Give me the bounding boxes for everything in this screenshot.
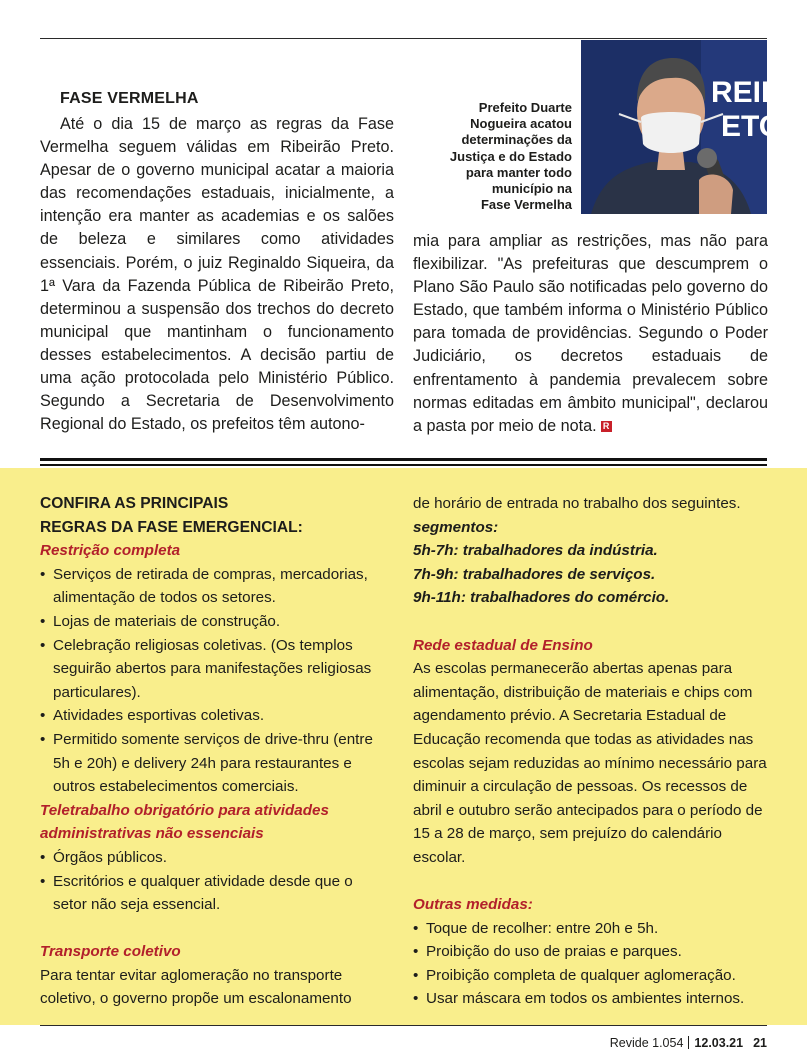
list-item-text: Órgãos públicos. [53,848,167,866]
list-item [413,917,773,941]
bullet-icon: • [413,943,419,961]
list-item-text: Proibição completa de qualquer aglomeração. [426,966,736,984]
caption-line: Nogueira acatou [470,116,572,132]
mayor-photo-illustration [581,40,805,214]
list-item-text: Permitido somente serviços de drive-thru (entre 5h e 20h) e delivery 24h para restaurantes e outros estabelecimentos comerciais. [53,730,373,796]
spacer [413,610,773,634]
bullet-icon: • [40,565,46,583]
bullet-icon: • [40,848,46,866]
end-of-article-icon: R [601,421,612,432]
thick-rule [40,458,767,461]
mayor-photo [581,40,805,214]
segment-item: 7h-9h: trabalhadores de serviços. [413,565,656,583]
outras-heading: Outras medidas: [413,896,533,914]
box-title-line-2: REGRAS DA FASE EMERGENCIAL: [40,518,303,536]
list-item [40,610,385,634]
segmentos-heading: segmentos: [413,518,499,536]
article-column-left [40,113,394,436]
transporte-text: Para tentar evitar aglomeração no transporte coletivo, o governo propõe um escalonamento [40,966,352,1008]
caption-line: Justiça e do Estado [449,148,572,164]
bullet-icon: • [40,612,46,630]
spacer [413,870,773,894]
ensino-text: As escolas permanecerão abertas apenas para alimentação, distribuição de materiais e chips com agendamento prévio. A Secretaria Estadual de Educação recomenda que todas as atividades nas escolas sejam reduzidas ao mínimo necessário para diminuir a circulação de pessoas. Os recessos de abril e outubro serão antecipados para o período de 15 a 28 de março, sem prejuízo do calendário escolar. [413,660,767,866]
transporte-heading: Transporte coletivo [40,943,181,961]
restricao-heading: Restrição completa [40,542,181,560]
list-item [413,940,773,964]
rules-box-left-column [40,492,385,1011]
list-item-text: Toque de recolher: entre 20h e 5h. [426,919,659,937]
rules-box-right-column [413,492,773,1011]
bullet-icon: • [40,730,46,748]
caption-line: Prefeito Duarte [478,100,572,115]
caption-line: Fase Vermelha [480,197,572,213]
caption-line: determinações da [461,132,572,148]
list-item-text: Celebração religiosas coletivas. (Os templos seguirão abertos para manifestações religiosas particulares). [53,636,372,701]
article-text-right: mia para ampliar as restrições, mas não para flexibilizar. "As prefeituras que descumprem o Plano São Paulo são notificadas pelo governo do Estado, que também informa o Ministério Público para tomada de providências. Segundo o Poder Judiciário, os decretos estaduais de enfrentamento à pandemia prevalecem sobre normas editadas em âmbito municipal", declarou a pasta por meio de nota. [413,232,768,435]
magazine-issue: Revide 1.054 [609,1036,684,1050]
list-item-text: Proibição do uso de praias e parques. [426,943,682,961]
list-item [413,987,773,1011]
list-item [40,846,385,870]
list-item-text: Lojas de materiais de construção. [53,612,281,630]
list-item [40,728,385,799]
bullet-icon: • [40,636,46,654]
issue-date: 12.03.21 [694,1036,744,1050]
segment-item: 9h-11h: trabalhadores do comércio. [413,589,670,607]
teletrabalho-heading-line-1: Teletrabalho obrigatório para atividades [40,801,329,819]
bullet-icon: • [413,966,419,984]
list-item [40,870,385,917]
list-item [413,964,773,988]
article-text-left: Até o dia 15 de março as regras da Fase Vermelha seguem válidas em Ribeirão Preto. Apesar de o governo municipal acatar a maioria das recomendações estaduais, inicialmente, a intenção era manter as academias e os salões de beleza e similares como atividades essenciais. Porém, o juiz Reginaldo Siqueira, da 1ª Vara da Fazenda Pública de Ribeirão Preto, determinou a suspensão dos trechos do decreto municipal que mantinham o funcionamento desses estabelecimentos. A decisão partiu de uma ação protocolada pelo Ministério Público. Segundo a Secretaria de Desenvolvimento Regional do Estado, os prefeitos têm autono- [40,115,394,434]
footer-separator [688,1036,689,1049]
spacer [40,917,385,941]
transporte-text-continued: de horário de entrada no trabalho dos seguintes. [413,495,741,512]
caption-line: município na [491,181,572,197]
ensino-heading: Rede estadual de Ensino [413,636,593,654]
article-column-right [413,230,768,438]
list-item [40,634,385,705]
photo-banner-text-1: REIRA [711,76,805,109]
page-number: 21 [753,1036,767,1050]
page-footer [610,1036,767,1050]
thin-rule [40,464,767,466]
list-item-text: Escritórios e qualquer atividade desde que o setor não seja essencial. [53,872,353,914]
bullet-icon: • [413,990,419,1008]
bullet-icon: • [413,919,419,937]
caption-line: para manter todo [465,164,572,180]
box-title-line-1: CONFIRA AS PRINCIPAIS [40,495,229,512]
teletrabalho-heading-line-2: administrativas não essenciais [40,825,264,843]
rules-box [0,468,807,1025]
top-rule [40,38,767,39]
list-item [40,563,385,610]
list-item-text: Serviços de retirada de compras, mercadorias, alimentação de todos os setores. [53,565,368,607]
segment-item: 5h-7h: trabalhadores da indústria. [413,542,658,560]
list-item [40,704,385,728]
bullet-icon: • [40,707,46,725]
photo-caption [420,100,572,213]
bullet-icon: • [40,872,46,890]
list-item-text: Usar máscara em todos os ambientes internos. [426,990,745,1008]
bottom-rule [40,1025,767,1026]
list-item-text: Atividades esportivas coletivas. [53,707,265,725]
photo-banner-text-2: ETO [721,110,783,143]
section-title: FASE VERMELHA [60,90,199,107]
